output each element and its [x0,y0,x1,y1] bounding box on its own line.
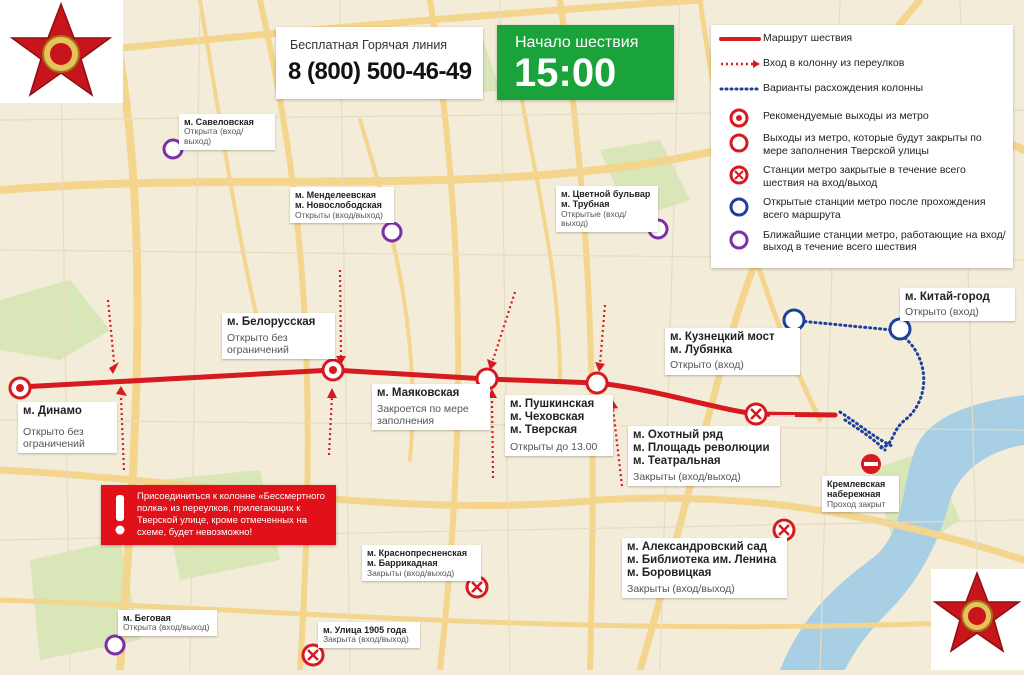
station-label-kremlin [822,476,899,512]
station-title: Кремлевская набережная [827,479,886,500]
station-label-begovaya [118,610,217,636]
station-status: Открыто без ограничений [227,332,289,357]
station-status: Закрыта (вход/выход) [323,634,409,645]
station-label-mendeleevskaya [290,187,394,223]
station-label-pushkinskaya [505,395,613,456]
station-status: Проход закрыт [827,498,886,509]
station-status: Закрыты (вход/выход) [627,582,735,595]
nearest-open-mendeleevskaya-marker[interactable] [383,223,401,241]
station-status: Открыты до 13.00 [510,440,598,453]
station-status: Закрыты (вход/выход) [367,567,455,578]
station-title: м. Динамо [23,405,82,417]
station-label-kuznetsky [665,328,800,375]
open-after-kuznetsky-marker[interactable] [784,310,804,330]
legend-row-open-after [711,196,1007,221]
warning-box [101,485,336,545]
station-title: м. Краснопресненская м. Баррикадная [367,548,468,569]
legend-text: Открытые станции метро после прохождения всего маршрута [763,196,986,221]
station-label-krasnopresnenskaya [362,545,481,581]
legend-text: Ближайшие станции метро, работающие на вход/выход в течение всего шествия [763,228,1006,254]
legend-row-closing [711,132,1007,157]
nearest-open-begovaya-marker[interactable] [106,636,124,654]
station-title: м. Пушкинская м. Чеховская м. Тверская [510,398,595,437]
legend-text: Варианты расхождения колонны [763,82,924,94]
station-label-tsvetnoy [556,186,658,232]
station-label-kitaigorod [900,288,1015,321]
legend-row-dispersal [711,82,1007,100]
closed-station-okhotny-marker[interactable] [746,404,766,424]
closing-exit-icon [711,132,763,154]
route-line-icon [711,32,763,46]
exclamation-icon [111,493,129,537]
closing-exit-pushkinskaya-marker[interactable] [587,373,607,393]
station-status: Закроется по мере заполнения [377,403,469,428]
legend-text: Рекомендуемые выходы из метро [763,110,929,122]
legend-text: Вход в колонну из переулков [763,57,905,69]
nearest-open-icon [711,229,763,251]
station-label-okhotny [628,426,780,486]
station-status: Открытые (вход/выход) [561,208,627,229]
warning-text: Присоединиться к колонне «Бессмертного полка» из переулков, прилегающих к Тверской улице, кроме отмеченных на схеме, будет невозможно! [137,491,325,538]
recommended-exit-icon [711,107,763,129]
hotline-phone[interactable]: 8 (800) 500-46-49 [288,58,472,85]
station-title: м. Охотный ряд м. Площадь революции м. Театральная [633,429,770,468]
station-title: м. Александровский сад м. Библиотека им. Ленина м. Боровицкая [627,541,777,580]
dotted-arrow-icon [711,57,763,71]
legend-row-route [711,32,1007,50]
station-title: м. Савеловская [184,117,254,127]
start-time: 15:00 [514,51,617,95]
no-entry-kremlin-marker[interactable] [861,454,881,474]
legend-text: Выходы из метро, которые будут закрыты по мере заполнения Тверской улицы [763,132,982,157]
station-status: Открыта (вход/выход) [184,126,244,147]
station-status: Открыта (вход/выход) [123,622,210,633]
blue-dots-icon [711,82,763,96]
hotline-title: Бесплатная Горячая линия [290,38,448,52]
station-status: Открыто (вход) [905,306,979,319]
open-after-kitaigorod-marker[interactable] [890,319,910,339]
station-title: м. Кузнецкий мост м. Лубянка [670,331,775,357]
station-label-aleksandrovsky [622,538,787,598]
station-status: Открыто (вход) [670,359,744,372]
immortal-regiment-logo [0,0,123,103]
legend-row-entry [711,57,1007,75]
station-title: м. Улица 1905 года [323,625,407,635]
legend [711,25,1013,268]
recommended-exit-belorusskaya-marker[interactable] [323,360,343,380]
open-after-icon [711,196,763,218]
station-label-savelovskaya [179,114,275,150]
hotline-box [276,27,483,99]
start-title: Начало шествия [515,34,639,51]
recommended-exit-dinamo-marker[interactable] [10,378,30,398]
station-status: Закрыты (вход/выход) [633,470,741,483]
station-status: Открыто без ограничений [23,426,85,451]
station-label-ulitsa1905 [318,622,420,648]
station-title: м. Цветной бульвар м. Трубная [561,189,651,210]
closed-station-icon [711,164,763,186]
legend-row-closed [711,164,1007,189]
station-label-mayakovskaya [372,384,490,430]
station-title: м. Менделеевская м. Новослободская [295,190,382,211]
legend-row-recommended [711,107,1007,125]
start-time-box [497,25,674,100]
station-title: м. Белорусская [227,316,316,328]
station-label-dinamo [18,402,117,453]
station-title: м. Китай-город [905,291,990,303]
closed-station-aleksandrovsky-marker[interactable] [774,520,794,540]
station-title: м. Маяковская [377,387,460,399]
legend-text: Станции метро закрытые в течение всего шествия на вход/выход [763,164,966,189]
station-title: м. Беговая [123,613,171,623]
legend-row-nearest [711,229,1007,254]
legend-text: Маршрут шествия [763,32,853,44]
station-label-belorusskaya [222,313,335,359]
station-status: Открыты (вход/выход) [295,209,383,220]
immortal-regiment-logo-bottom [931,569,1024,670]
